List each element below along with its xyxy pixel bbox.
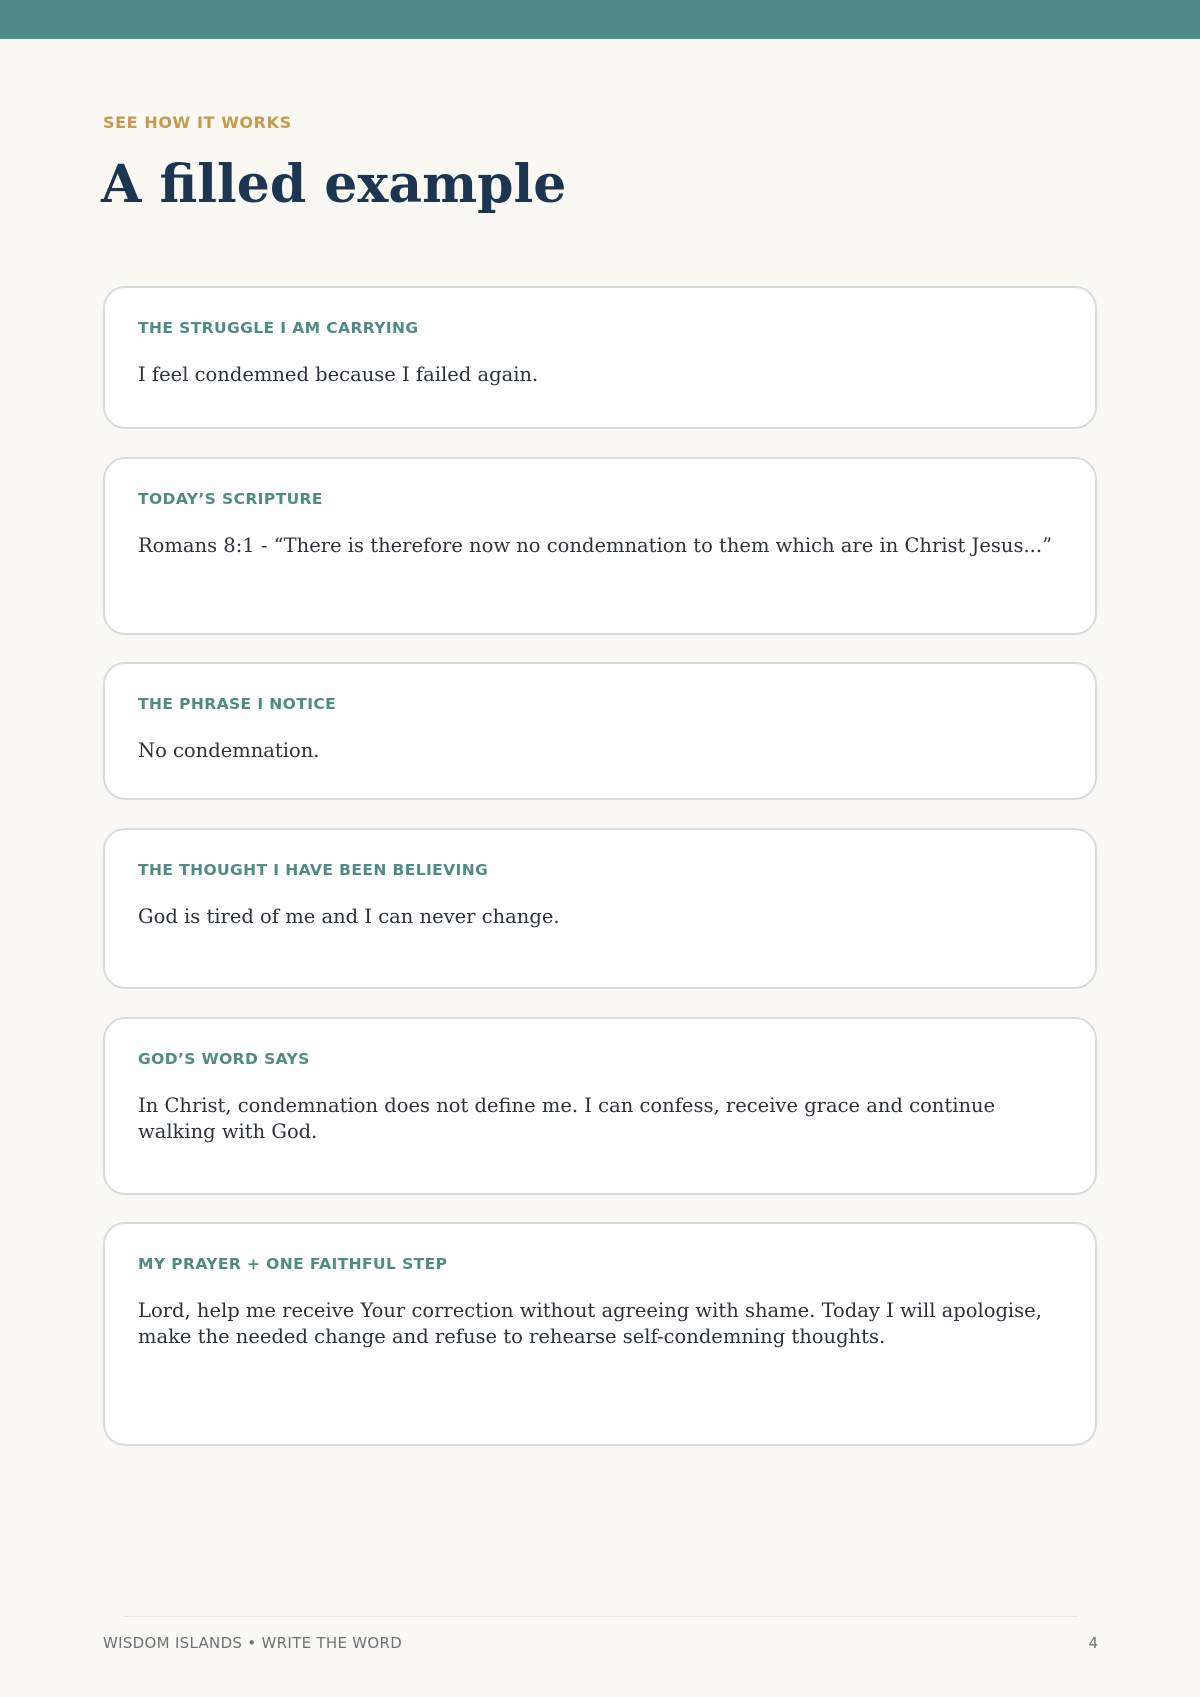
card-scripture [103,457,1097,635]
card-label: MY PRAYER + ONE FAITHFUL STEP [138,1255,448,1273]
page-title: A filled example [101,154,567,215]
card-label: THE STRUGGLE I AM CARRYING [138,319,419,337]
card-text: I feel condemned because I failed again. [138,363,539,386]
page-number: 4 [1088,1634,1098,1652]
footer-brand: WISDOM ISLANDS • WRITE THE WORD [103,1634,403,1652]
card-thought [103,828,1097,989]
card-text: In Christ, condemnation does not define me. I can confess, receive grace and continue walking with God. [138,1094,996,1143]
section-eyebrow: SEE HOW IT WORKS [103,113,292,132]
card-label: THE PHRASE I NOTICE [138,695,337,713]
card-text: Romans 8:1 - “There is therefore now no condemnation to them which are in Christ Jesus...” [138,534,1053,557]
card-label: GOD’S WORD SAYS [138,1050,310,1068]
card-phrase [103,662,1097,800]
card-text: God is tired of me and I can never change. [138,905,560,928]
card-label: TODAY’S SCRIPTURE [138,490,323,508]
card-struggle [103,286,1097,429]
card-gods-word [103,1017,1097,1195]
footer-divider [123,1616,1078,1617]
card-text: No condemnation. [138,739,320,762]
top-accent-bar [0,0,1200,39]
card-label: THE THOUGHT I HAVE BEEN BELIEVING [138,861,489,879]
card-prayer-step [103,1222,1097,1446]
card-text: Lord, help me receive Your correction without agreeing with shame. Today I will apologise, make the needed change and refuse to rehearse self-condemning thoughts. [138,1299,1042,1348]
